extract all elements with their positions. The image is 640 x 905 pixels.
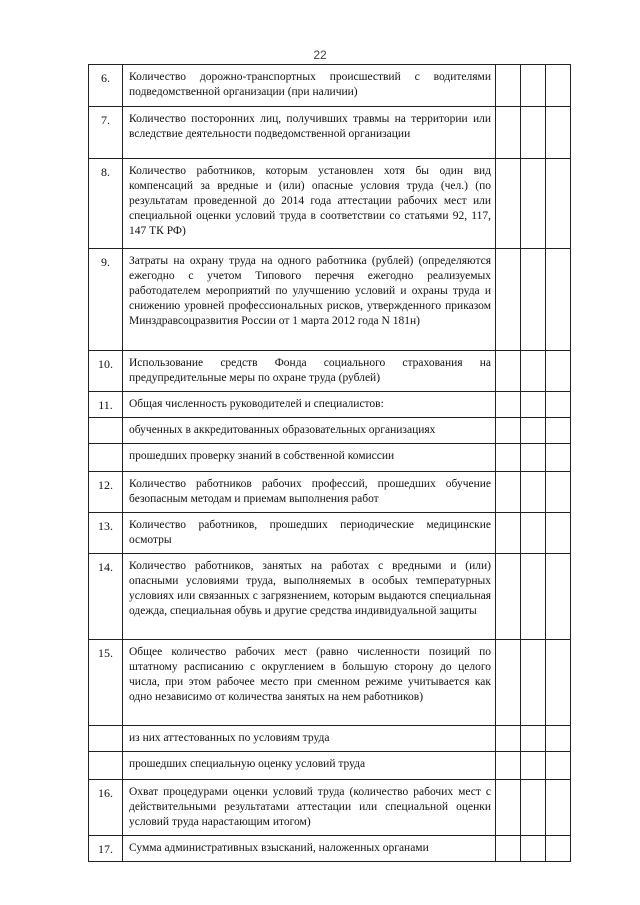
table-row: [89, 726, 571, 752]
table-row: [89, 640, 571, 726]
value-cell[interactable]: [546, 249, 571, 351]
row-number: [89, 752, 123, 780]
value-cell[interactable]: [546, 65, 571, 107]
table-row: [89, 65, 571, 107]
row-number: 17.: [89, 836, 123, 862]
row-number: 16.: [89, 780, 123, 836]
value-cell[interactable]: [496, 836, 521, 862]
value-cell[interactable]: [546, 107, 571, 159]
value-cell[interactable]: [496, 472, 521, 513]
value-cell[interactable]: [496, 726, 521, 752]
indicator-label: Общая численность руководителей и специалистов:: [123, 392, 496, 418]
indicator-label: Количество работников, которым установлен хотя бы один вид компенсаций за вредные и (или) опасные условия труда (чел.) (по результатам проведенной до 2014 года аттестации рабочих мест или специальной оценки условий труда в соответствии со статьями 92, 117, 147 ТК РФ): [123, 159, 496, 249]
value-cell[interactable]: [521, 554, 546, 640]
row-number: [89, 444, 123, 472]
value-cell[interactable]: [546, 640, 571, 726]
row-number: 7.: [89, 107, 123, 159]
value-cell[interactable]: [521, 351, 546, 392]
indicator-label: из них аттестованных по условиям труда: [123, 726, 496, 752]
value-cell[interactable]: [521, 726, 546, 752]
table-row: [89, 418, 571, 444]
table-row: [89, 107, 571, 159]
table-row: [89, 159, 571, 249]
value-cell[interactable]: [546, 554, 571, 640]
page-number: 22: [313, 48, 327, 62]
value-cell[interactable]: [496, 418, 521, 444]
row-number: 13.: [89, 513, 123, 554]
table-row: [89, 780, 571, 836]
value-cell[interactable]: [496, 752, 521, 780]
value-cell[interactable]: [521, 418, 546, 444]
indicator-label: Охват процедурами оценки условий труда (количество рабочих мест с действительными результатами аттестации или специальной оценки условий труда нарастающим итогом): [123, 780, 496, 836]
value-cell[interactable]: [521, 780, 546, 836]
indicator-label: Количество дорожно-транспортных происшествий с водителями подведомственной организации (при наличии): [123, 65, 496, 107]
value-cell[interactable]: [546, 444, 571, 472]
value-cell[interactable]: [521, 640, 546, 726]
row-number: [89, 418, 123, 444]
value-cell[interactable]: [496, 513, 521, 554]
value-cell[interactable]: [521, 392, 546, 418]
row-number: 6.: [89, 65, 123, 107]
row-number: 11.: [89, 392, 123, 418]
table-row: [89, 836, 571, 862]
row-number: 10.: [89, 351, 123, 392]
value-cell[interactable]: [496, 640, 521, 726]
value-cell[interactable]: [496, 107, 521, 159]
value-cell[interactable]: [546, 780, 571, 836]
indicator-label: прошедших проверку знаний в собственной комиссии: [123, 444, 496, 472]
report-table: [88, 64, 571, 862]
value-cell[interactable]: [496, 351, 521, 392]
table-row: [89, 513, 571, 554]
value-cell[interactable]: [496, 554, 521, 640]
row-number: 14.: [89, 554, 123, 640]
value-cell[interactable]: [546, 351, 571, 392]
value-cell[interactable]: [521, 249, 546, 351]
indicator-label: Сумма административных взысканий, наложенных органами: [123, 836, 496, 862]
table-row: [89, 752, 571, 780]
indicator-label: Количество посторонних лиц, получивших травмы на территории или вследствие деятельности подведомственной организации: [123, 107, 496, 159]
value-cell[interactable]: [546, 726, 571, 752]
value-cell[interactable]: [546, 752, 571, 780]
value-cell[interactable]: [521, 444, 546, 472]
value-cell[interactable]: [496, 392, 521, 418]
value-cell[interactable]: [546, 513, 571, 554]
row-number: 12.: [89, 472, 123, 513]
row-number: 8.: [89, 159, 123, 249]
row-number: 15.: [89, 640, 123, 726]
indicator-label: Общее количество рабочих мест (равно численности позиций по штатному расписанию с округлением в большую сторону до целого числа, при этом рабочее место при сменном режиме учитывается как одно независимо от количества занятых на нем работников): [123, 640, 496, 726]
value-cell[interactable]: [546, 392, 571, 418]
value-cell[interactable]: [546, 472, 571, 513]
value-cell[interactable]: [496, 780, 521, 836]
table-row: [89, 351, 571, 392]
table-row: [89, 444, 571, 472]
value-cell[interactable]: [546, 159, 571, 249]
indicator-label: Количество работников рабочих профессий, прошедших обучение безопасным методам и приемам выполнения работ: [123, 472, 496, 513]
indicator-label: прошедших специальную оценку условий труда: [123, 752, 496, 780]
value-cell[interactable]: [496, 444, 521, 472]
value-cell[interactable]: [546, 418, 571, 444]
indicator-label: обученных в аккредитованных образовательных организациях: [123, 418, 496, 444]
table-row: [89, 472, 571, 513]
row-number: [89, 726, 123, 752]
table-row: [89, 392, 571, 418]
value-cell[interactable]: [521, 752, 546, 780]
indicator-label: Использование средств Фонда социального страхования на предупредительные меры по охране труда (рублей): [123, 351, 496, 392]
row-number: 9.: [89, 249, 123, 351]
value-cell[interactable]: [496, 249, 521, 351]
value-cell[interactable]: [521, 159, 546, 249]
value-cell[interactable]: [521, 65, 546, 107]
value-cell[interactable]: [521, 513, 546, 554]
table-row: [89, 554, 571, 640]
value-cell[interactable]: [521, 472, 546, 513]
value-cell[interactable]: [496, 159, 521, 249]
value-cell[interactable]: [546, 836, 571, 862]
value-cell[interactable]: [521, 836, 546, 862]
indicator-label: Количество работников, занятых на работах с вредными и (или) опасными условиями труда, выполняемых в особых температурных условиях или связанных с загрязнением, которым выдаются специальная одежда, специальная обувь и другие средства индивидуальной защиты: [123, 554, 496, 640]
indicator-label: Количество работников, прошедших периодические медицинские осмотры: [123, 513, 496, 554]
table-row: [89, 249, 571, 351]
indicator-label: Затраты на охрану труда на одного работника (рублей) (определяются ежегодно с учетом Типового перечня ежегодно реализуемых работодателем мероприятий по улучшению условий и охраны труда и снижению уровней профессиональных рисков, утвержденного приказом Минздравсоцразвития России от 1 марта 2012 года N 181н): [123, 249, 496, 351]
value-cell[interactable]: [521, 107, 546, 159]
value-cell[interactable]: [496, 65, 521, 107]
